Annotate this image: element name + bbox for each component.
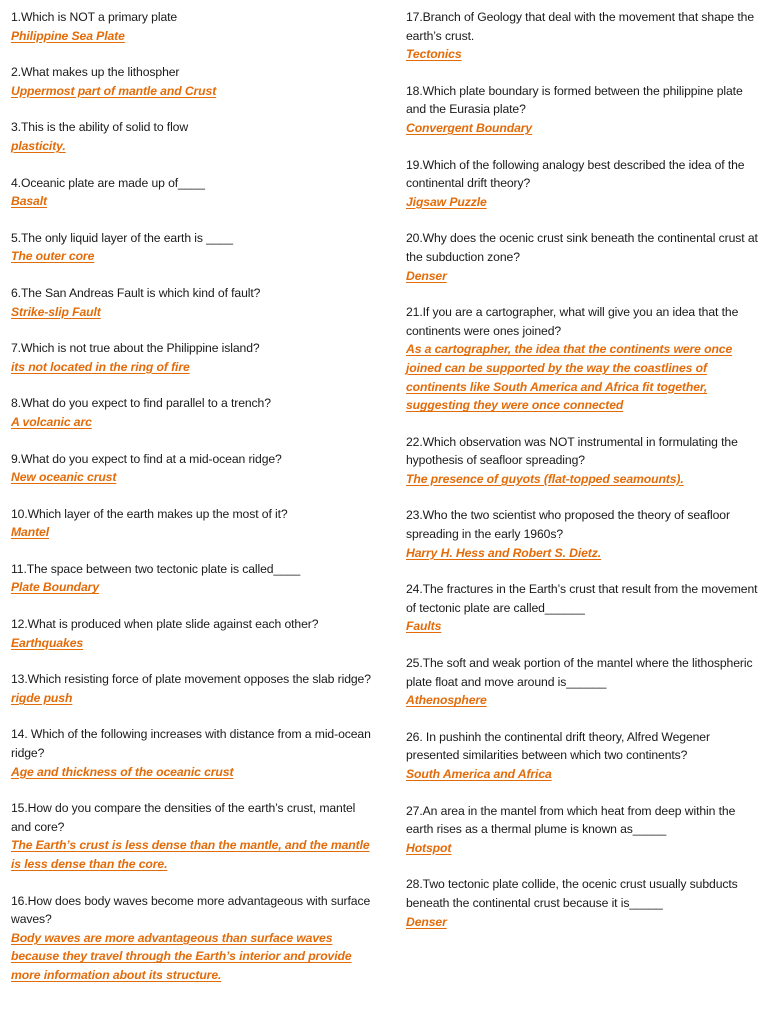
answer-text: Denser — [406, 268, 447, 283]
left-question-column — [11, 8, 371, 1003]
question-block — [11, 339, 371, 376]
question-text: 4.Oceanic plate are made up of____ — [11, 175, 205, 190]
question-block — [406, 875, 761, 931]
question-block — [406, 802, 761, 858]
question-block — [406, 506, 761, 562]
question-block — [406, 156, 761, 212]
question-block — [406, 728, 761, 784]
question-block — [11, 670, 371, 707]
answer-text: New oceanic crust — [11, 470, 117, 485]
answer-text: plasticity. — [11, 138, 66, 153]
question-block — [11, 560, 371, 597]
question-text: 10.Which layer of the earth makes up the most of it? — [11, 506, 288, 521]
answer-text: Age and thickness of the oceanic crust — [11, 764, 234, 779]
question-text: 13.Which resisting force of plate movement opposes the slab ridge? — [11, 672, 371, 687]
question-text: 5.The only liquid layer of the earth is ____ — [11, 230, 233, 245]
question-block — [406, 8, 761, 64]
question-text: 25.The soft and weak portion of the mantel where the lithospheric plate float and move around is______ — [406, 656, 753, 689]
answer-text: Convergent Boundary — [406, 120, 533, 135]
answer-text: Philippine Sea Plate — [11, 28, 125, 43]
question-block — [11, 229, 371, 266]
answer-text: Uppermost part of mantle and Crust — [11, 83, 217, 98]
question-text: 17.Branch of Geology that deal with the movement that shape the earth’s crust. — [406, 10, 755, 43]
question-block — [11, 725, 371, 781]
question-text: 27.An area in the mantel from which heat from deep within the earth rises as a thermal plume is known as_____ — [406, 803, 736, 837]
question-text: 3.This is the ability of solid to flow — [11, 120, 189, 135]
answer-text: its not located in the ring of fire — [11, 359, 190, 374]
question-text: 18.Which plate boundary is formed between the philippine plate and the Eurasia plate? — [406, 83, 743, 117]
question-block — [406, 580, 761, 636]
question-text: 24.The fractures in the Earth’s crust that result from the movement of tectonic plate are called______ — [406, 582, 758, 615]
question-block — [11, 892, 371, 985]
answer-text: Hotspot — [406, 840, 452, 855]
answer-text: Jigsaw Puzzle — [406, 194, 487, 209]
question-text: 9.What do you expect to find at a mid-ocean ridge? — [11, 451, 282, 466]
answer-text: As a cartographer, the idea that the continents were once joined can be supported by the way the coastlines of continents like South America and Africa fit together, suggesting they were once connected — [406, 342, 733, 413]
answer-text: South America and Africa — [406, 767, 552, 781]
question-text: 12.What is produced when plate slide against each other? — [11, 617, 319, 632]
question-text: 16.How does body waves become more advantageous with surface waves? — [11, 893, 371, 927]
answer-text: Denser — [406, 914, 447, 929]
question-block — [406, 433, 761, 489]
question-text: 22.Which observation was NOT instrumental in formulating the hypothesis of seafloor spreading? — [406, 434, 738, 468]
right-question-column — [406, 8, 761, 949]
question-text: 23.Who the two scientist who proposed the theory of seafloor spreading in the early 1960s? — [406, 508, 730, 542]
answer-text: rigde push — [11, 690, 73, 705]
answer-text: Mantel — [11, 525, 49, 540]
question-block — [11, 284, 371, 321]
question-block — [406, 654, 761, 710]
question-text: 20.Why does the ocenic crust sink beneath the continental crust at the subduction zone? — [406, 231, 758, 264]
question-block — [11, 63, 371, 100]
answer-text: The presence of guyots (flat-topped seamounts). — [406, 471, 684, 486]
answer-text: Harry H. Hess and Robert S. Dietz. — [406, 545, 602, 560]
question-block — [406, 82, 761, 138]
answer-text: Basalt — [11, 194, 47, 209]
question-text: 28.Two tectonic plate collide, the ocenic crust usually subducts beneath the continental crust because it is_____ — [406, 877, 738, 910]
answer-text: Tectonics — [406, 47, 462, 62]
question-text: 8.What do you expect to find parallel to a trench? — [11, 396, 271, 411]
question-text: 6.The San Andreas Fault is which kind of fault? — [11, 285, 261, 300]
question-text: 2.What makes up the lithospher — [11, 65, 180, 80]
question-block — [406, 303, 761, 415]
question-text: 19.Which of the following analogy best described the idea of the continental drift theory? — [406, 157, 745, 191]
question-text: 15.How do you compare the densities of the earth’s crust, mantel and core? — [11, 801, 356, 834]
question-text: 21.If you are a cartographer, what will give you an idea that the continents were ones joined? — [406, 305, 739, 338]
question-block — [11, 174, 371, 211]
question-block — [406, 229, 761, 285]
question-block — [11, 118, 371, 155]
answer-text: A volcanic arc — [11, 414, 92, 429]
question-text: 11.The space between two tectonic plate is called____ — [11, 561, 301, 576]
question-block — [11, 505, 371, 542]
answer-text: Athenosphere — [406, 693, 487, 708]
answer-text: Earthquakes — [11, 635, 84, 650]
answer-text: Body waves are more advantageous than surface waves because they travel through the Earth’s interior and provide more information about its structure. — [11, 930, 352, 982]
question-block — [11, 8, 371, 45]
question-text: 1.Which is NOT a primary plate — [11, 10, 178, 24]
answer-text: Faults — [406, 619, 442, 634]
question-block — [11, 799, 371, 873]
answer-text: The outer core — [11, 249, 95, 264]
answer-text: The Earth’s crust is less dense than the mantle, and the mantle is less dense than the core. — [11, 838, 370, 871]
question-block — [11, 394, 371, 431]
question-text: 7.Which is not true about the Philippine island? — [11, 341, 260, 356]
question-block — [11, 450, 371, 487]
answer-text: Plate Boundary — [11, 580, 99, 595]
answer-text: Strike-slip Fault — [11, 304, 101, 319]
question-text: 26. In pushinh the continental drift theory, Alfred Wegener presented similarities between which two continents? — [406, 729, 710, 763]
question-text: 14. Which of the following increases with distance from a mid-ocean ridge? — [11, 727, 371, 761]
question-block — [11, 615, 371, 652]
